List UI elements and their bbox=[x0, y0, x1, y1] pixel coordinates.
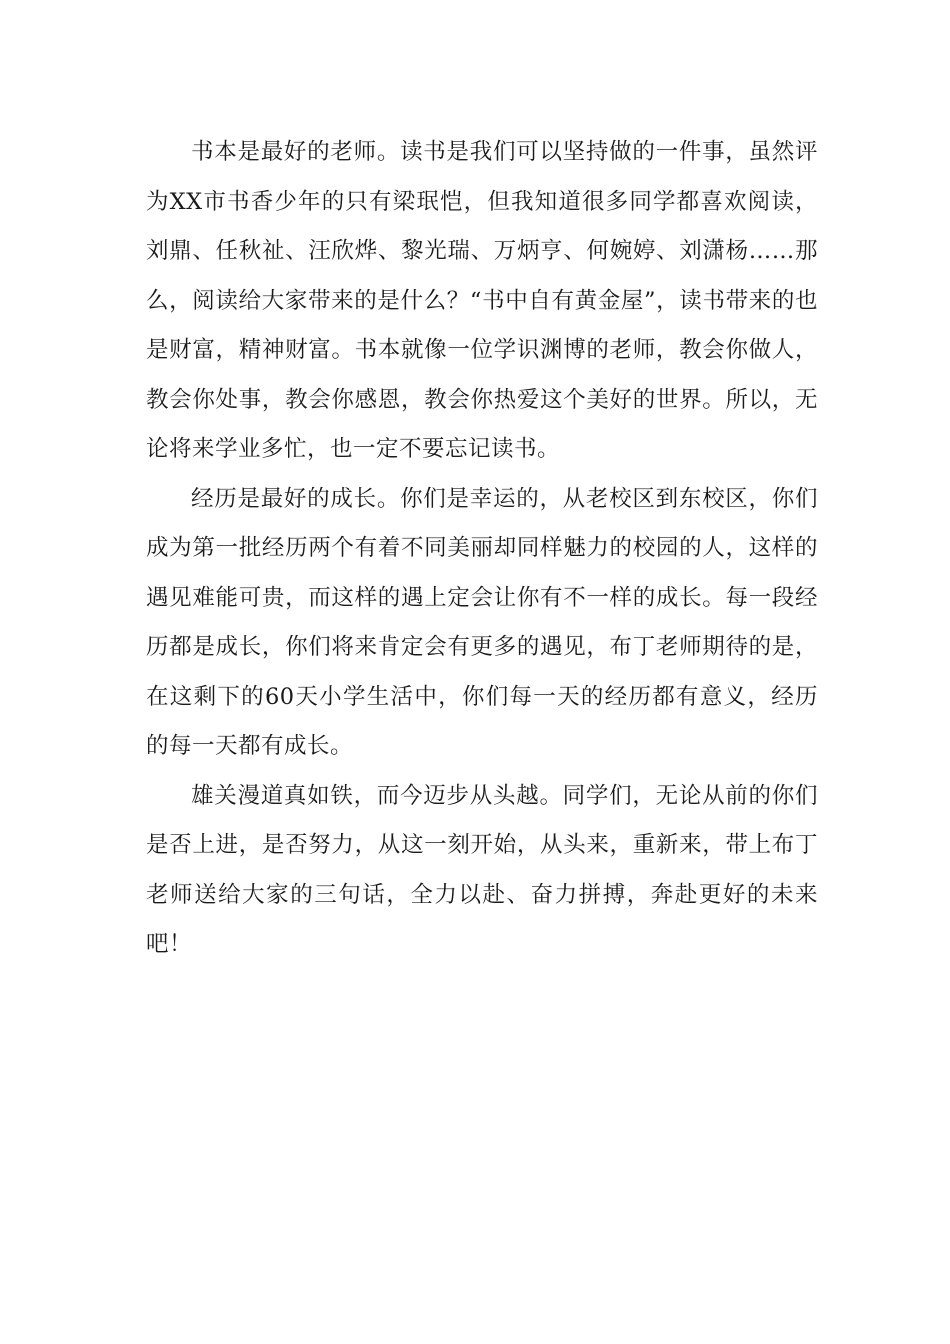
paragraph-experience: 经历是最好的成长。你们是幸运的，从老校区到东校区，你们成为第一批经历两个有着不同美丽却同样魅力的校园的人，这样的遇见难能可贵，而这样的遇上定会让你有不一样的成长。每一段经历都是成长，你们将来肯定会有更多的遇见，布丁老师期待的是，在这剩下的60天小学生活中，你们每一天的经历都有意义，经历的每一天都有成长。 bbox=[146, 485, 818, 759]
paragraph-closing: 雄关漫道真如铁，而今迈步从头越。同学们，无论从前的你们是否上进，是否努力，从这一刻开始，从头来，重新来，带上布丁老师送给大家的三句话，全力以赴、奋力拼搏，奔赴更好的未来吧！ bbox=[146, 782, 818, 957]
paragraph-reading: 书本是最好的老师。读书是我们可以坚持做的一件事，虽然评为XX市书香少年的只有梁珉恺，但我知道很多同学都喜欢阅读，刘鼎、任秋祉、汪欣烨、黎光瑞、万炳亨、何婉婷、刘潇杨……那么，阅读给大家带来的是什么？“书中自有黄金屋”，读书带来的也是财富，精神财富。书本就像一位学识渊博的老师，教会你做人，教会你处事，教会你感恩，教会你热爱这个美好的世界。所以，无论将来学业多忙，也一定不要忘记读书。 bbox=[146, 139, 818, 462]
document-body bbox=[146, 128, 818, 970]
